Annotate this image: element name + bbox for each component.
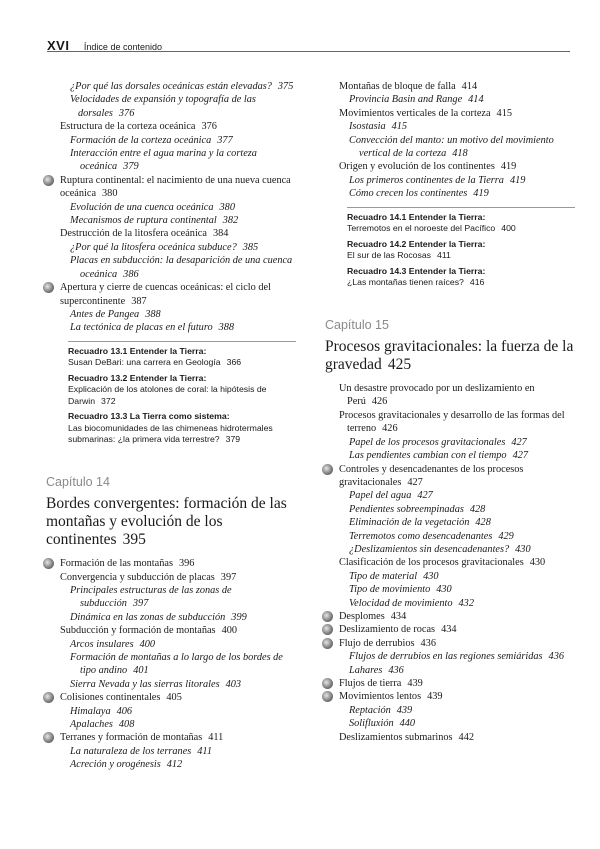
globe-icon <box>322 624 333 635</box>
toc-entry <box>46 241 296 254</box>
entry-text: ¿Por qué la litosfera oceánica subduce? 385 <box>70 241 259 253</box>
entry-text: Terremotos como desencadenantes 429 <box>349 530 514 542</box>
toc-entry <box>325 120 575 133</box>
left-entries-2 <box>46 557 296 772</box>
entry-page: 440 <box>399 718 416 730</box>
toc-entry <box>325 93 575 106</box>
entry-page: 426 <box>371 396 388 408</box>
toc-entry <box>325 187 575 200</box>
entry-text: Antes de Pangea 388 <box>70 308 161 320</box>
globe-icon <box>43 692 54 703</box>
entry-page: 429 <box>498 530 514 542</box>
entry-text: Reptación 439 <box>349 704 413 716</box>
toc-section-entry <box>325 623 575 636</box>
toc-entry <box>325 650 575 663</box>
toc-entry <box>46 201 296 214</box>
entry-page: 427 <box>512 450 529 462</box>
entry-page: 379 <box>123 161 139 173</box>
entry-text: Estructura de la corteza oceánica 376 <box>60 121 217 133</box>
entry-page: 384 <box>212 228 229 240</box>
entry-text: Flujos de derrubios en las regiones semiáridas 436 <box>349 651 564 663</box>
toc-entry <box>46 254 296 281</box>
toc-entry <box>325 556 575 569</box>
entry-text: La tectónica de placas en el futuro 388 <box>70 322 235 334</box>
entry-text: ¿Por qué las dorsales oceánicas están elevadas? 375 <box>70 81 294 92</box>
entry-page: 418 <box>452 148 468 160</box>
toc-section-entry <box>325 677 575 690</box>
entry-page: 415 <box>391 121 408 133</box>
entry-page: 414 <box>468 94 484 106</box>
chapter-page: 395 <box>122 531 146 549</box>
entry-text: La naturaleza de los terranes 411 <box>70 745 212 757</box>
entry-page: 380 <box>219 201 235 213</box>
box-page: 411 <box>437 250 451 261</box>
toc-entry <box>325 516 575 529</box>
toc-entry <box>325 107 575 120</box>
toc-entry <box>325 704 575 717</box>
toc-entry <box>46 308 296 321</box>
right-boxes <box>347 207 575 289</box>
chapter-label: Capítulo 15 <box>325 317 389 332</box>
box-page: 372 <box>101 395 116 406</box>
entry-page: 414 <box>461 81 478 92</box>
chapter-title: Bordes convergentes: formación de las montañas y evolución de los continentes 395 <box>46 495 287 549</box>
entry-text: Himalaya 406 <box>70 705 133 717</box>
entry-page: 426 <box>382 423 398 435</box>
right-column <box>325 80 575 744</box>
entry-page: 396 <box>178 558 195 570</box>
toc-entry <box>46 678 296 691</box>
entry-page: 403 <box>225 678 242 690</box>
toc-entry <box>325 583 575 596</box>
toc-entry <box>325 570 575 583</box>
globe-icon <box>43 282 54 293</box>
globe-icon <box>43 732 54 743</box>
entry-page: 428 <box>469 503 486 515</box>
entry-text: Las pendientes cambian con el tiempo 427 <box>349 450 529 462</box>
entry-page: 385 <box>242 241 259 253</box>
entry-page: 430 <box>423 570 439 582</box>
toc-entry <box>325 489 575 502</box>
toc-entry <box>46 571 296 584</box>
entry-text: Pendientes sobreempinadas 428 <box>349 503 486 515</box>
entry-text: Sierra Nevada y las sierras litorales 403 <box>70 678 242 690</box>
globe-icon <box>322 691 333 702</box>
entry-text: Montañas de bloque de falla 414 <box>339 81 478 92</box>
entry-text: Formación de montañas a lo largo de los bordes de tipo andino 401 <box>70 651 283 677</box>
entry-text: Dinámica en las zonas de subducción 399 <box>70 611 247 623</box>
entry-page: 388 <box>218 322 235 334</box>
entry-page: 419 <box>500 161 517 173</box>
entry-page: 401 <box>133 665 149 677</box>
box-page: 416 <box>469 277 485 288</box>
toc-entry <box>325 530 575 543</box>
entry-page: 380 <box>102 188 118 200</box>
box-entry <box>347 239 575 262</box>
entry-text: Terranes y formación de montañas 411 <box>60 732 224 744</box>
toc-entry <box>46 147 296 174</box>
box-text: Terremotos en el noroeste del Pacífico <box>347 223 496 234</box>
toc-section-entry <box>46 174 296 201</box>
entry-text: Movimientos lentos 439 <box>339 691 443 703</box>
entry-text: Origen y evolución de los continentes 419 <box>339 161 517 173</box>
toc-section-entry <box>325 690 575 703</box>
toc-section-entry <box>46 281 296 308</box>
entry-text: Formación de la corteza oceánica 377 <box>70 134 233 146</box>
entry-page: 439 <box>396 704 413 716</box>
entry-text: Lahares 436 <box>349 664 404 676</box>
entry-page: 432 <box>458 597 474 609</box>
chapter-14 <box>46 476 296 549</box>
entry-page: 400 <box>221 625 238 637</box>
entry-page: 382 <box>222 215 239 227</box>
chapter-15 <box>325 319 575 374</box>
toc-entry <box>46 638 296 651</box>
entry-page: 427 <box>407 476 423 488</box>
toc-entry <box>46 624 296 637</box>
entry-text: Destrucción de la litosfera oceánica 384 <box>60 228 229 240</box>
box-entry <box>68 346 296 369</box>
entry-page: 436 <box>388 664 404 676</box>
toc-entry <box>325 436 575 449</box>
toc-entry <box>46 584 296 611</box>
box-text: Las biocomunidades de las chimeneas hidrotermales submarinas: ¿la primera vida terrestre? <box>68 422 273 445</box>
entry-text: ¿Deslizamientos sin desencadenantes? 430 <box>349 543 531 555</box>
toc-entry <box>46 718 296 731</box>
toc-entry <box>46 745 296 758</box>
globe-icon <box>322 678 333 689</box>
toc-entry <box>46 705 296 718</box>
box-entry <box>347 212 575 235</box>
entry-page: 436 <box>548 651 564 663</box>
entry-page: 434 <box>441 624 457 636</box>
toc-section-entry <box>46 691 296 704</box>
toc-entry <box>325 717 575 730</box>
entry-page: 442 <box>458 731 474 743</box>
right-entries <box>325 80 575 201</box>
entry-page: 388 <box>145 308 161 320</box>
entry-text: Subducción y formación de montañas 400 <box>60 625 238 637</box>
entry-text: Papel de los procesos gravitacionales 427 <box>349 436 527 448</box>
page-number: XVI <box>47 38 70 53</box>
entry-page: 412 <box>166 759 183 771</box>
toc-section-entry <box>46 731 296 744</box>
entry-text: Colisiones continentales 405 <box>60 692 182 704</box>
entry-text: Flujos de tierra 439 <box>339 678 423 689</box>
toc-entry <box>46 214 296 227</box>
entry-text: Movimientos verticales de la corteza 415 <box>339 107 512 119</box>
entry-page: 375 <box>277 81 294 92</box>
toc-entry <box>46 651 296 678</box>
globe-icon <box>322 638 333 649</box>
box-title: Recuadro 14.2 Entender la Tierra: <box>347 238 486 249</box>
toc-section-entry <box>325 463 575 490</box>
entry-text: Evolución de una cuenca oceánica 380 <box>70 201 235 213</box>
entry-text: Mecanismos de ruptura continental 382 <box>70 215 239 227</box>
running-title: Índice de contenido <box>83 42 162 52</box>
entry-text: Convergencia y subducción de placas 397 <box>60 571 237 583</box>
entry-text: Los primeros continentes de la Tierra 419 <box>349 174 526 186</box>
entry-text: Convección del manto: un motivo del movimiento vertical de la corteza 418 <box>349 134 554 160</box>
box-page: 400 <box>501 223 516 234</box>
header-rule <box>47 51 570 52</box>
toc-entry <box>325 503 575 516</box>
toc-entry <box>325 409 575 436</box>
entry-text: Cómo crecen los continentes 419 <box>349 188 489 200</box>
globe-icon <box>322 611 333 622</box>
box-title: Recuadro 13.2 Entender la Tierra: <box>68 372 207 383</box>
entry-text: Arcos insulares 400 <box>70 638 156 650</box>
entry-text: Tipo de movimiento 430 <box>349 584 452 596</box>
entry-text: Formación de las montañas 396 <box>60 558 195 570</box>
entry-page: 439 <box>427 691 443 703</box>
chapter-title: Procesos gravitacionales: la fuerza de la gravedad 425 <box>325 338 574 374</box>
page-header <box>47 37 162 55</box>
entry-text: Velocidad de movimiento 432 <box>349 597 474 609</box>
entry-page: 439 <box>407 678 423 689</box>
entry-text: Clasificación de los procesos gravitacionales 430 <box>339 557 546 569</box>
box-text: ¿Las montañas tienen raíces? <box>347 277 464 288</box>
entry-page: 386 <box>123 268 139 280</box>
entry-text: Provincia Basin and Range 414 <box>349 94 484 106</box>
entry-page: 376 <box>201 121 217 133</box>
entry-page: 411 <box>208 732 224 744</box>
entry-text: Isostasia 415 <box>349 121 408 133</box>
entry-page: 399 <box>231 611 247 623</box>
entry-text: Un desastre provocado por un deslizamiento en Perú 426 <box>339 383 535 408</box>
entry-page: 387 <box>131 295 147 307</box>
entry-page: 405 <box>166 692 182 704</box>
entry-text: Acreción y orogénesis 412 <box>70 759 183 771</box>
entry-page: 397 <box>220 571 237 583</box>
entry-text: Ruptura continental: el nacimiento de una nueva cuenca oceánica 380 <box>60 174 291 200</box>
entry-page: 419 <box>473 188 489 200</box>
globe-icon <box>43 558 54 569</box>
entry-page: 377 <box>217 134 233 146</box>
entry-page: 419 <box>509 174 526 186</box>
entry-text: Apertura y cierre de cuencas oceánicas: el ciclo del supercontinente 387 <box>60 282 271 307</box>
toc-entry <box>46 93 296 120</box>
entry-page: 434 <box>390 610 407 622</box>
toc-entry <box>325 731 575 744</box>
entry-text: Desplomes 434 <box>339 610 407 622</box>
entry-text: Tipo de material 430 <box>349 570 439 582</box>
entry-text: Placas en subducción: la desaparición de una cuenca oceánica 386 <box>70 255 293 280</box>
right-entries-2 <box>325 382 575 744</box>
entry-text: Deslizamiento de rocas 434 <box>339 624 457 636</box>
box-page: 379 <box>225 434 241 445</box>
box-entry <box>68 373 296 408</box>
left-entries <box>46 80 296 335</box>
chapter-label: Capítulo 14 <box>46 474 110 489</box>
entry-text: Flujo de derrubios 436 <box>339 637 436 649</box>
toc-entry <box>325 664 575 677</box>
toc-entry <box>46 80 296 93</box>
entry-page: 430 <box>436 584 452 596</box>
entry-page: 400 <box>139 638 156 650</box>
chapter-page: 425 <box>387 356 412 374</box>
entry-page: 411 <box>197 745 212 757</box>
entry-text: Velocidades de expansión y topografía de las dorsales 376 <box>70 94 256 119</box>
entry-page: 376 <box>118 107 135 119</box>
entry-page: 436 <box>420 637 436 649</box>
left-boxes <box>68 341 296 446</box>
toc-entry <box>325 382 575 409</box>
toc-section-entry <box>325 610 575 623</box>
entry-text: Interacción entre el agua marina y la corteza oceánica 379 <box>70 148 257 173</box>
toc-entry <box>325 80 575 93</box>
box-page: 366 <box>226 357 242 368</box>
toc-entry <box>46 227 296 240</box>
box-title: Recuadro 13.3 La Tierra como sistema: <box>68 411 230 422</box>
entry-text: Eliminación de la vegetación 428 <box>349 517 491 529</box>
entry-page: 415 <box>496 107 512 119</box>
entry-page: 406 <box>116 705 133 717</box>
entry-page: 397 <box>132 598 149 610</box>
box-title: Recuadro 14.1 Entender la Tierra: <box>347 211 486 222</box>
toc-entry <box>46 758 296 771</box>
entry-page: 430 <box>515 543 531 555</box>
toc-section-entry <box>325 637 575 650</box>
toc-entry <box>325 134 575 161</box>
toc-entry <box>46 134 296 147</box>
toc-entry <box>325 174 575 187</box>
toc-entry <box>325 597 575 610</box>
left-column <box>46 80 296 772</box>
toc-entry <box>46 611 296 624</box>
entry-text: Solifluxión 440 <box>349 718 416 730</box>
entry-text: Papel del agua 427 <box>349 490 433 502</box>
box-entry <box>347 266 575 289</box>
box-text: El sur de las Rocosas <box>347 250 432 261</box>
box-text: Explicación de los atolones de coral: la hipótesis de Darwin <box>68 384 267 406</box>
box-entry <box>68 411 296 446</box>
entry-text: Apalaches 408 <box>70 719 135 730</box>
box-text: Susan DeBari: una carrera en Geología <box>68 357 221 368</box>
entry-page: 427 <box>417 490 433 502</box>
entry-text: Controles y desencadenantes de los procesos gravitacionales 427 <box>339 463 524 488</box>
entry-page: 427 <box>511 436 527 448</box>
entry-text: Procesos gravitacionales y desarrollo de las formas del terreno 426 <box>339 409 565 435</box>
toc-section-entry <box>46 557 296 570</box>
entry-page: 408 <box>118 719 135 730</box>
entry-page: 430 <box>529 557 546 569</box>
toc-entry <box>46 120 296 133</box>
entry-page: 428 <box>475 517 491 529</box>
globe-icon <box>322 464 333 475</box>
box-title: Recuadro 13.1 Entender la Tierra: <box>68 345 207 356</box>
entry-text: Principales estructuras de las zonas de subducción 397 <box>70 584 232 610</box>
globe-icon <box>43 175 54 186</box>
toc-entry <box>46 321 296 334</box>
box-title: Recuadro 14.3 Entender la Tierra: <box>347 265 486 276</box>
toc-entry <box>325 449 575 462</box>
entry-text: Deslizamientos submarinos 442 <box>339 731 474 743</box>
toc-entry <box>325 160 575 173</box>
toc-entry <box>325 543 575 556</box>
